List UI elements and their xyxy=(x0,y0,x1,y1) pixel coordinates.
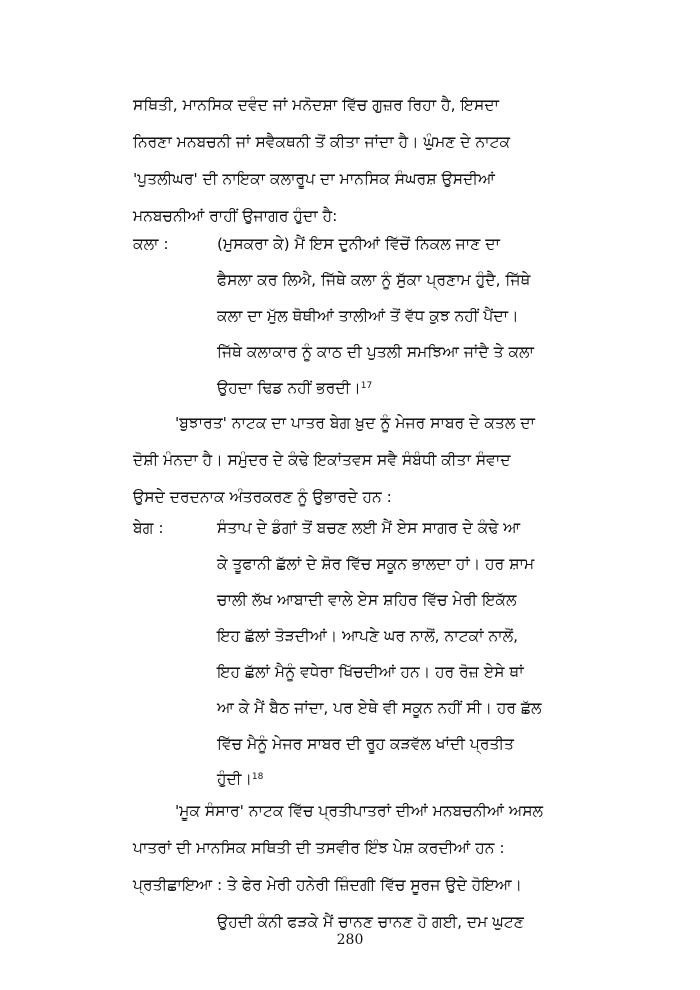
dialog1-line-2: ਫੈਸਲਾ ਕਰ ਲਿਐ, ਜਿੱਥੇ ਕਲਾ ਨੂੰ ਸੁੱਕਾ ਪ੍ਰਣਾਮ ਹੁੰਦੈ, ਜਿੱਥੇ xyxy=(217,271,531,289)
dialog2-line-8-text: ਹੁੰਦੀ। xyxy=(217,770,252,788)
para3-line-2: ਪਾਤਰਾਂ ਦੀ ਮਾਨਸਿਕ ਸਥਿਤੀ ਦੀ ਤਸਵੀਰ ਇੰਝ ਪੇਸ਼ ਕਰਦੀਆਂ ਹਨ : xyxy=(133,839,505,857)
para3-line-1: 'ਮੂਕ ਸੰਸਾਰ' ਨਾਟਕ ਵਿੱਚ ਪ੍ਰਤੀਪਾਤਰਾਂ ਦੀਆਂ ਮਨਬਚਨੀਆਂ ਅਸਲ xyxy=(175,802,544,820)
speaker-beg: ਬੇਗ : xyxy=(133,519,164,537)
intro-line-3: 'ਪੁਤਲੀਘਰ' ਦੀ ਨਾਇਕਾ ਕਲਾਰੂਪ ਦਾ ਮਾਨਸਿਕ ਸੰਘਰਸ਼ ਉਸਦੀਆਂ xyxy=(133,170,495,188)
intro-line-1: ਸਥਿਤੀ, ਮਾਨਸਿਕ ਦਵੰਦ ਜਾਂ ਮਨੋਦਸ਼ਾ ਵਿੱਚ ਗੁਜ਼ਰ ਰਿਹਾ ਹੈ, ਇਸਦਾ xyxy=(133,96,499,114)
speaker-kala: ਕਲਾ : xyxy=(133,235,169,253)
dialog2-line-1: ਸੰਤਾਪ ਦੇ ਡੰਗਾਂ ਤੋਂ ਬਚਣ ਲਈ ਮੈਂ ਏਸ ਸਾਗਰ ਦੇ ਕੰਢੇ ਆ xyxy=(217,519,521,537)
footnote-18: 18 xyxy=(251,772,264,782)
dialog2-line-6: ਆ ਕੇ ਮੈਂ ਬੈਠ ਜਾਂਦਾ, ਪਰ ਏਥੇ ਵੀ ਸਕੂਨ ਨਹੀਂ ਸੀ। ਹਰ ਛੱਲ xyxy=(217,699,542,717)
intro-line-2: ਨਿਰਣਾ ਮਨਬਚਨੀ ਜਾਂ ਸਵੈਕਥਨੀ ਤੋਂ ਕੀਤਾ ਜਾਂਦਾ ਹੈ। ਘੁੰਮਣ ਦੇ ਨਾਟਕ xyxy=(133,133,511,151)
dialog3-line-1: ਪ੍ਰਤੀਛਾਇਆ : ਤੇ ਫੇਰ ਮੇਰੀ ਹਨੇਰੀ ਜ਼ਿੰਦਗੀ ਵਿੱਚ ਸੂਰਜ ਉਦੇ ਹੋਇਆ। xyxy=(133,876,522,894)
page-number: 280 xyxy=(336,932,364,948)
dialog1-line-3: ਕਲਾ ਦਾ ਮੁੱਲ ਥੋਥੀਆਂ ਤਾਲੀਆਂ ਤੋਂ ਵੱਧ ਕੁਝ ਨਹੀਂ ਪੈਂਦਾ। xyxy=(217,307,519,325)
footnote-17: 17 xyxy=(360,381,373,391)
dialog2-line-3: ਚਾਲੀ ਲੱਖ ਆਬਾਦੀ ਵਾਲੇ ਏਸ ਸ਼ਹਿਰ ਵਿੱਚ ਮੇਰੀ ਇਕੱਲ xyxy=(217,591,517,609)
para2-line-1: 'ਬੁਝਾਰਤ' ਨਾਟਕ ਦਾ ਪਾਤਰ ਬੇਗ ਖ਼ੁਦ ਨੂੰ ਮੇਜਰ ਸਾਬਰ ਦੇ ਕਤਲ ਦਾ xyxy=(175,414,535,432)
dialog2-line-7: ਵਿੱਚ ਮੈਨੂੰ ਮੇਜਰ ਸਾਬਰ ਦੀ ਰੂਹ ਕੜਵੱਲ ਖਾਂਦੀ ਪ੍ਰਤੀਤ xyxy=(217,735,514,753)
dialog2-line-4: ਇਹ ਛੱਲਾਂ ਤੋੜਦੀਆਂ। ਆਪਣੇ ਘਰ ਨਾਲੋਂ, ਨਾਟਕਾਂ ਨਾਲੋਂ, xyxy=(217,627,518,645)
dialog2-line-2: ਕੇ ਤੂਫਾਨੀ ਛੱਲਾਂ ਦੇ ਸ਼ੋਰ ਵਿੱਚ ਸਕੂਨ ਭਾਲਦਾ ਹਾਂ। ਹਰ ਸ਼ਾਮ xyxy=(217,555,535,573)
dialog1-line-5 xyxy=(217,377,372,399)
dialog1-line-1: (ਮੁਸਕਰਾ ਕੇ) ਮੈਂ ਇਸ ਦੁਨੀਆਂ ਵਿੱਚੋਂ ਨਿਕਲ ਜਾਣ ਦਾ xyxy=(217,235,500,253)
para2-line-3: ਉਸਦੇ ਦਰਦਨਾਕ ਅੰਤਰਕਰਣ ਨੂੰ ਉਭਾਰਦੇ ਹਨ : xyxy=(133,488,392,506)
dialog2-line-8 xyxy=(217,768,263,790)
dialog3-line-2: ਉਹਦੀ ਕੰਨੀ ਫੜਕੇ ਮੈਂ ਚਾਨਣ ਚਾਨਣ ਹੋ ਗਈ, ਦਮ ਘੁਟਣ xyxy=(217,913,524,931)
dialog1-line-5-text: ਉਹਦਾ ਢਿਡ ਨਹੀਂ ਭਰਦੀ। xyxy=(217,379,361,397)
para2-line-2: ਦੋਸ਼ੀ ਮੰਨਦਾ ਹੈ। ਸਮੁੰਦਰ ਦੇ ਕੰਢੇ ਇਕਾਂਤਵਸ ਸਵੈ ਸੰਬੰਧੀ ਕੀਤਾ ਸੰਵਾਦ xyxy=(133,451,511,469)
dialog1-line-4: ਜਿੱਥੇ ਕਲਾਕਾਰ ਨੂੰ ਕਾਠ ਦੀ ਪੁਤਲੀ ਸਮਝਿਆ ਜਾਂਦੈ ਤੇ ਕਲਾ xyxy=(217,343,534,361)
dialog2-line-5: ਇਹ ਛੱਲਾਂ ਮੈਨੂੰ ਵਧੇਰਾ ਖਿੱਚਦੀਆਂ ਹਨ। ਹਰ ਰੋਜ਼ ਏਸੇ ਥਾਂ xyxy=(217,663,524,681)
intro-line-4: ਮਨਬਚਨੀਆਂ ਰਾਹੀਂ ਉਜਾਗਰ ਹੁੰਦਾ ਹੈ: xyxy=(133,207,338,225)
